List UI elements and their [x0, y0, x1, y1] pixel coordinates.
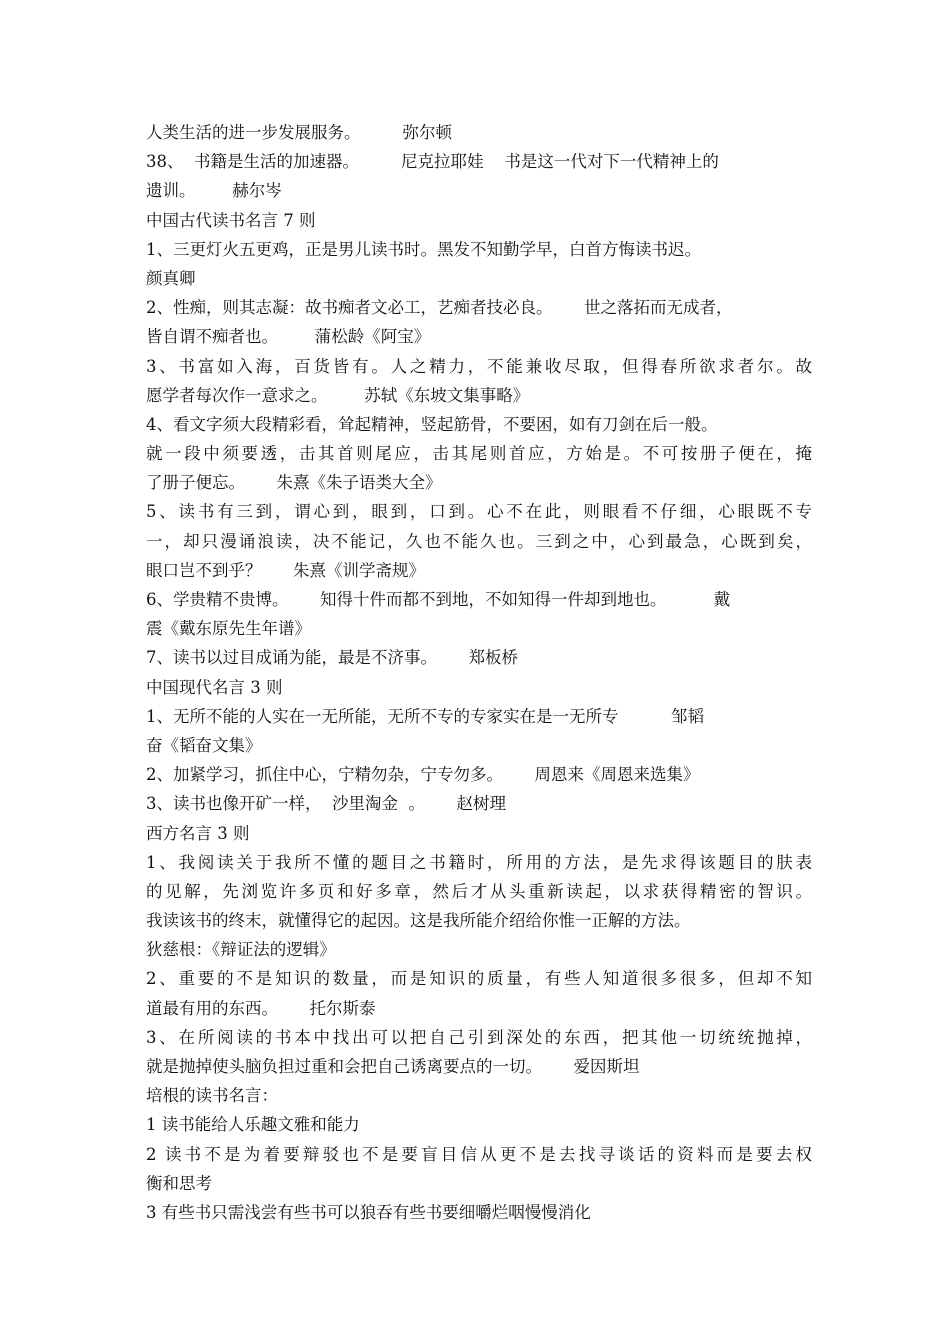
section-heading: 中国古代读书名言 7 则 [146, 210, 316, 230]
text-line: 2、重要的不是知识的数量，而是知识的质量，有些人知道很多很多，但却不知 [146, 969, 812, 989]
text-line: 5、读书有三到，谓心到，眼到，口到。心不在此，则眼看不仔细，心眼既不专 [146, 502, 812, 522]
text-line: 一，却只漫诵浪读，决不能记，久也不能久也。三到之中，心到最急，心既到矣， [146, 531, 812, 551]
text-line: 皆自谓不痴者也。 蒲松龄《阿宝》 [146, 327, 431, 347]
text-line: 的见解，先浏览许多页和好多章，然后才从头重新读起，以求获得精密的智识。 [146, 881, 812, 901]
text-line: 2 读书不是为着要辩驳也不是要盲目信从更不是去找寻谈话的资料而是要去权 [146, 1144, 812, 1164]
text-line: 1、三更灯火五更鸡，正是男儿读书时。黑发不知勤学早，白首方悔读书迟。 [146, 239, 701, 259]
text-line: 奋《韬奋文集》 [146, 735, 262, 755]
section-heading: 培根的读书名言： [146, 1086, 278, 1106]
text-line: 人类生活的进一步发展服务。 弥尔顿 [146, 123, 452, 142]
text-line: 道最有用的东西。 托尔斯泰 [146, 998, 376, 1018]
text-line: 愿学者每次作一意求之。 苏轼《东坡文集事略》 [146, 385, 530, 405]
text-line: 震《戴东原先生年谱》 [146, 619, 311, 639]
text-line: 38、 书籍是生活的加速器。 尼克拉耶娃 书是这一代对下一代精神上的 [146, 152, 719, 172]
text-line: 遗训。 赫尔岑 [146, 181, 282, 201]
text-line: 3、在所阅读的书本中找出可以把自己引到深处的东西，把其他一切统统抛掉， [146, 1027, 812, 1047]
text-line: 颜真卿 [146, 268, 196, 288]
text-line: 就一段中须要透，击其首则尾应，击其尾则首应，方始是。不可按册子便在，掩 [146, 444, 812, 464]
text-line: 4、看文字须大段精彩看，耸起精神，竖起筋骨，不要困，如有刀剑在后一般。 [146, 414, 718, 434]
text-line: 1、我阅读关于我所不懂的题目之书籍时，所用的方法，是先求得该题目的肤表 [146, 852, 812, 872]
text-line: 3 有些书只需浅尝有些书可以狼吞有些书要细嚼烂咽慢慢消化 [146, 1202, 591, 1222]
text-line: 衡和思考 [146, 1173, 212, 1193]
section-heading: 中国现代名言 3 则 [146, 677, 283, 697]
text-line: 眼口岂不到乎？ 朱熹《训学斋规》 [146, 560, 425, 580]
text-line: 我读该书的终末，就懂得它的起因。这是我所能介绍给你惟一正解的方法。 [146, 911, 691, 931]
text-line: 2、加紧学习，抓住中心，宁精勿杂，宁专勿多。 周恩来《周恩来选集》 [146, 765, 700, 785]
text-line: 3、书富如入海，百货皆有。人之精力，不能兼收尽取，但得春所欲求者尔。故 [146, 356, 812, 376]
document-body [146, 118, 812, 1227]
text-line: 2、性痴，则其志凝：故书痴者文必工，艺痴者技必良。 世之落拓而无成者， [146, 298, 733, 318]
text-line: 1、无所不能的人实在一无所能，无所不专的专家实在是一无所专 邹韬 [146, 706, 704, 726]
text-line: 6、学贵精不贵博。 知得十件而都不到地，不如知得一件却到地也。 戴 [146, 590, 731, 609]
text-line: 狄慈根：《辩证法的逻辑》 [146, 940, 336, 960]
text-line: 3、读书也像开矿一样， 沙里淘金 。 赵树理 [146, 794, 506, 814]
text-line: 7、读书以过目成诵为能，最是不济事。 郑板桥 [146, 648, 518, 668]
text-line: 了册子便忘。 朱熹《朱子语类大全》 [146, 473, 442, 493]
text-line: 就是抛掉使头脑负担过重和会把自己诱离要点的一切。 爱因斯坦 [146, 1057, 640, 1076]
text-line: 1 读书能给人乐趣文雅和能力 [146, 1115, 360, 1135]
section-heading: 西方名言 3 则 [146, 823, 250, 843]
